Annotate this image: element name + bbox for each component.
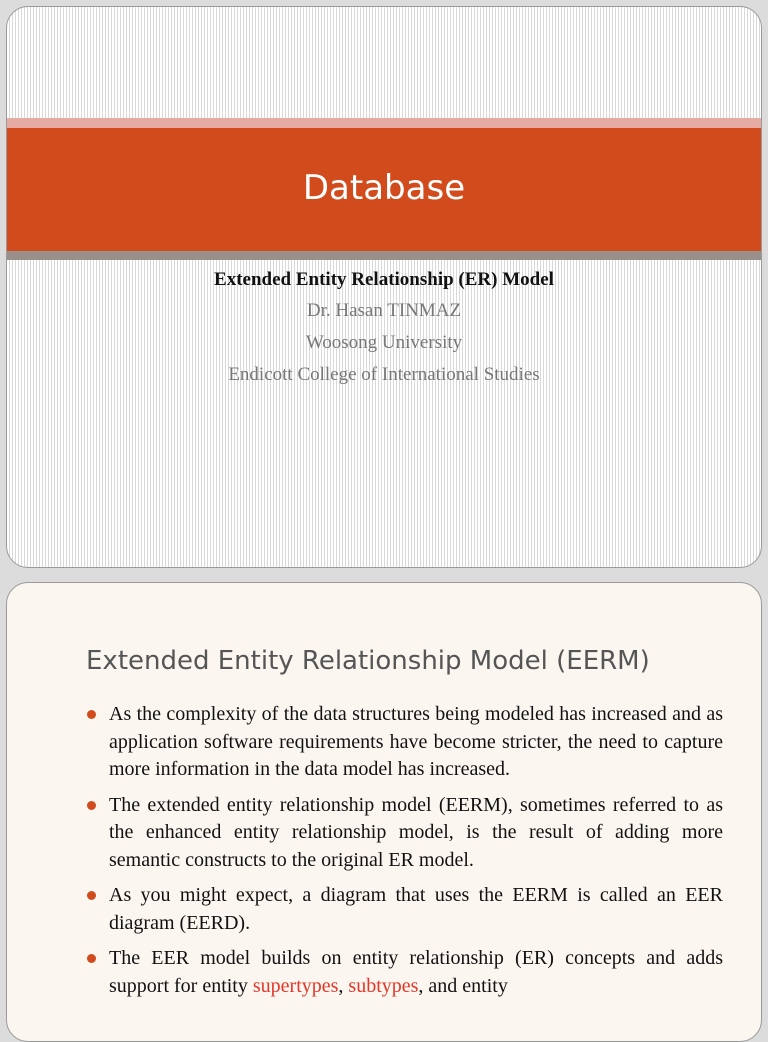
bullet-item — [87, 701, 723, 784]
slide-subtitle: Extended Entity Relationship (ER) Model — [214, 269, 554, 290]
highlight-subtypes: subtypes — [348, 974, 419, 997]
bullet-item — [87, 945, 723, 1000]
bullet-text: The extended entity relationship model (EERM), sometimes referred to as the enhanced entity relationship model, is the result of adding more semantic constructs to the original ER model. — [109, 793, 723, 871]
bullet-text: As the complexity of the data structures being modeled has increased and as application software requirements have become stricter, the need to capture more information in the data model has increased. — [109, 703, 723, 780]
bullet-text: As you might expect, a diagram that uses the EERM is called an EER diagram (EERD). — [109, 884, 723, 934]
bullet-icon — [87, 954, 96, 963]
bullet-text-pre: The EER model builds on entity relationship (ER) concepts and adds support for entity — [109, 947, 723, 997]
title-band-top-stripe — [7, 118, 761, 128]
title-slide — [6, 6, 762, 568]
college-name: Endicott College of International Studies — [228, 364, 540, 385]
slide-title: Database — [302, 168, 466, 208]
bullet-text-sep: , — [338, 974, 349, 997]
title-band-bottom-stripe — [7, 251, 761, 260]
bullet-list — [87, 701, 723, 1008]
bullet-item — [87, 882, 723, 937]
content-slide — [6, 582, 762, 1042]
bullet-icon — [87, 710, 96, 719]
bullet-text-post: , and entity — [418, 974, 508, 997]
author-name: Dr. Hasan TINMAZ — [306, 300, 462, 321]
bullet-item — [87, 792, 723, 875]
bullet-icon — [87, 891, 96, 900]
university-name: Woosong University — [305, 332, 463, 353]
content-slide-title: Extended Entity Relationship Model (EERM) — [86, 646, 650, 676]
highlight-supertypes: supertypes — [252, 974, 339, 997]
bullet-icon — [87, 801, 96, 810]
